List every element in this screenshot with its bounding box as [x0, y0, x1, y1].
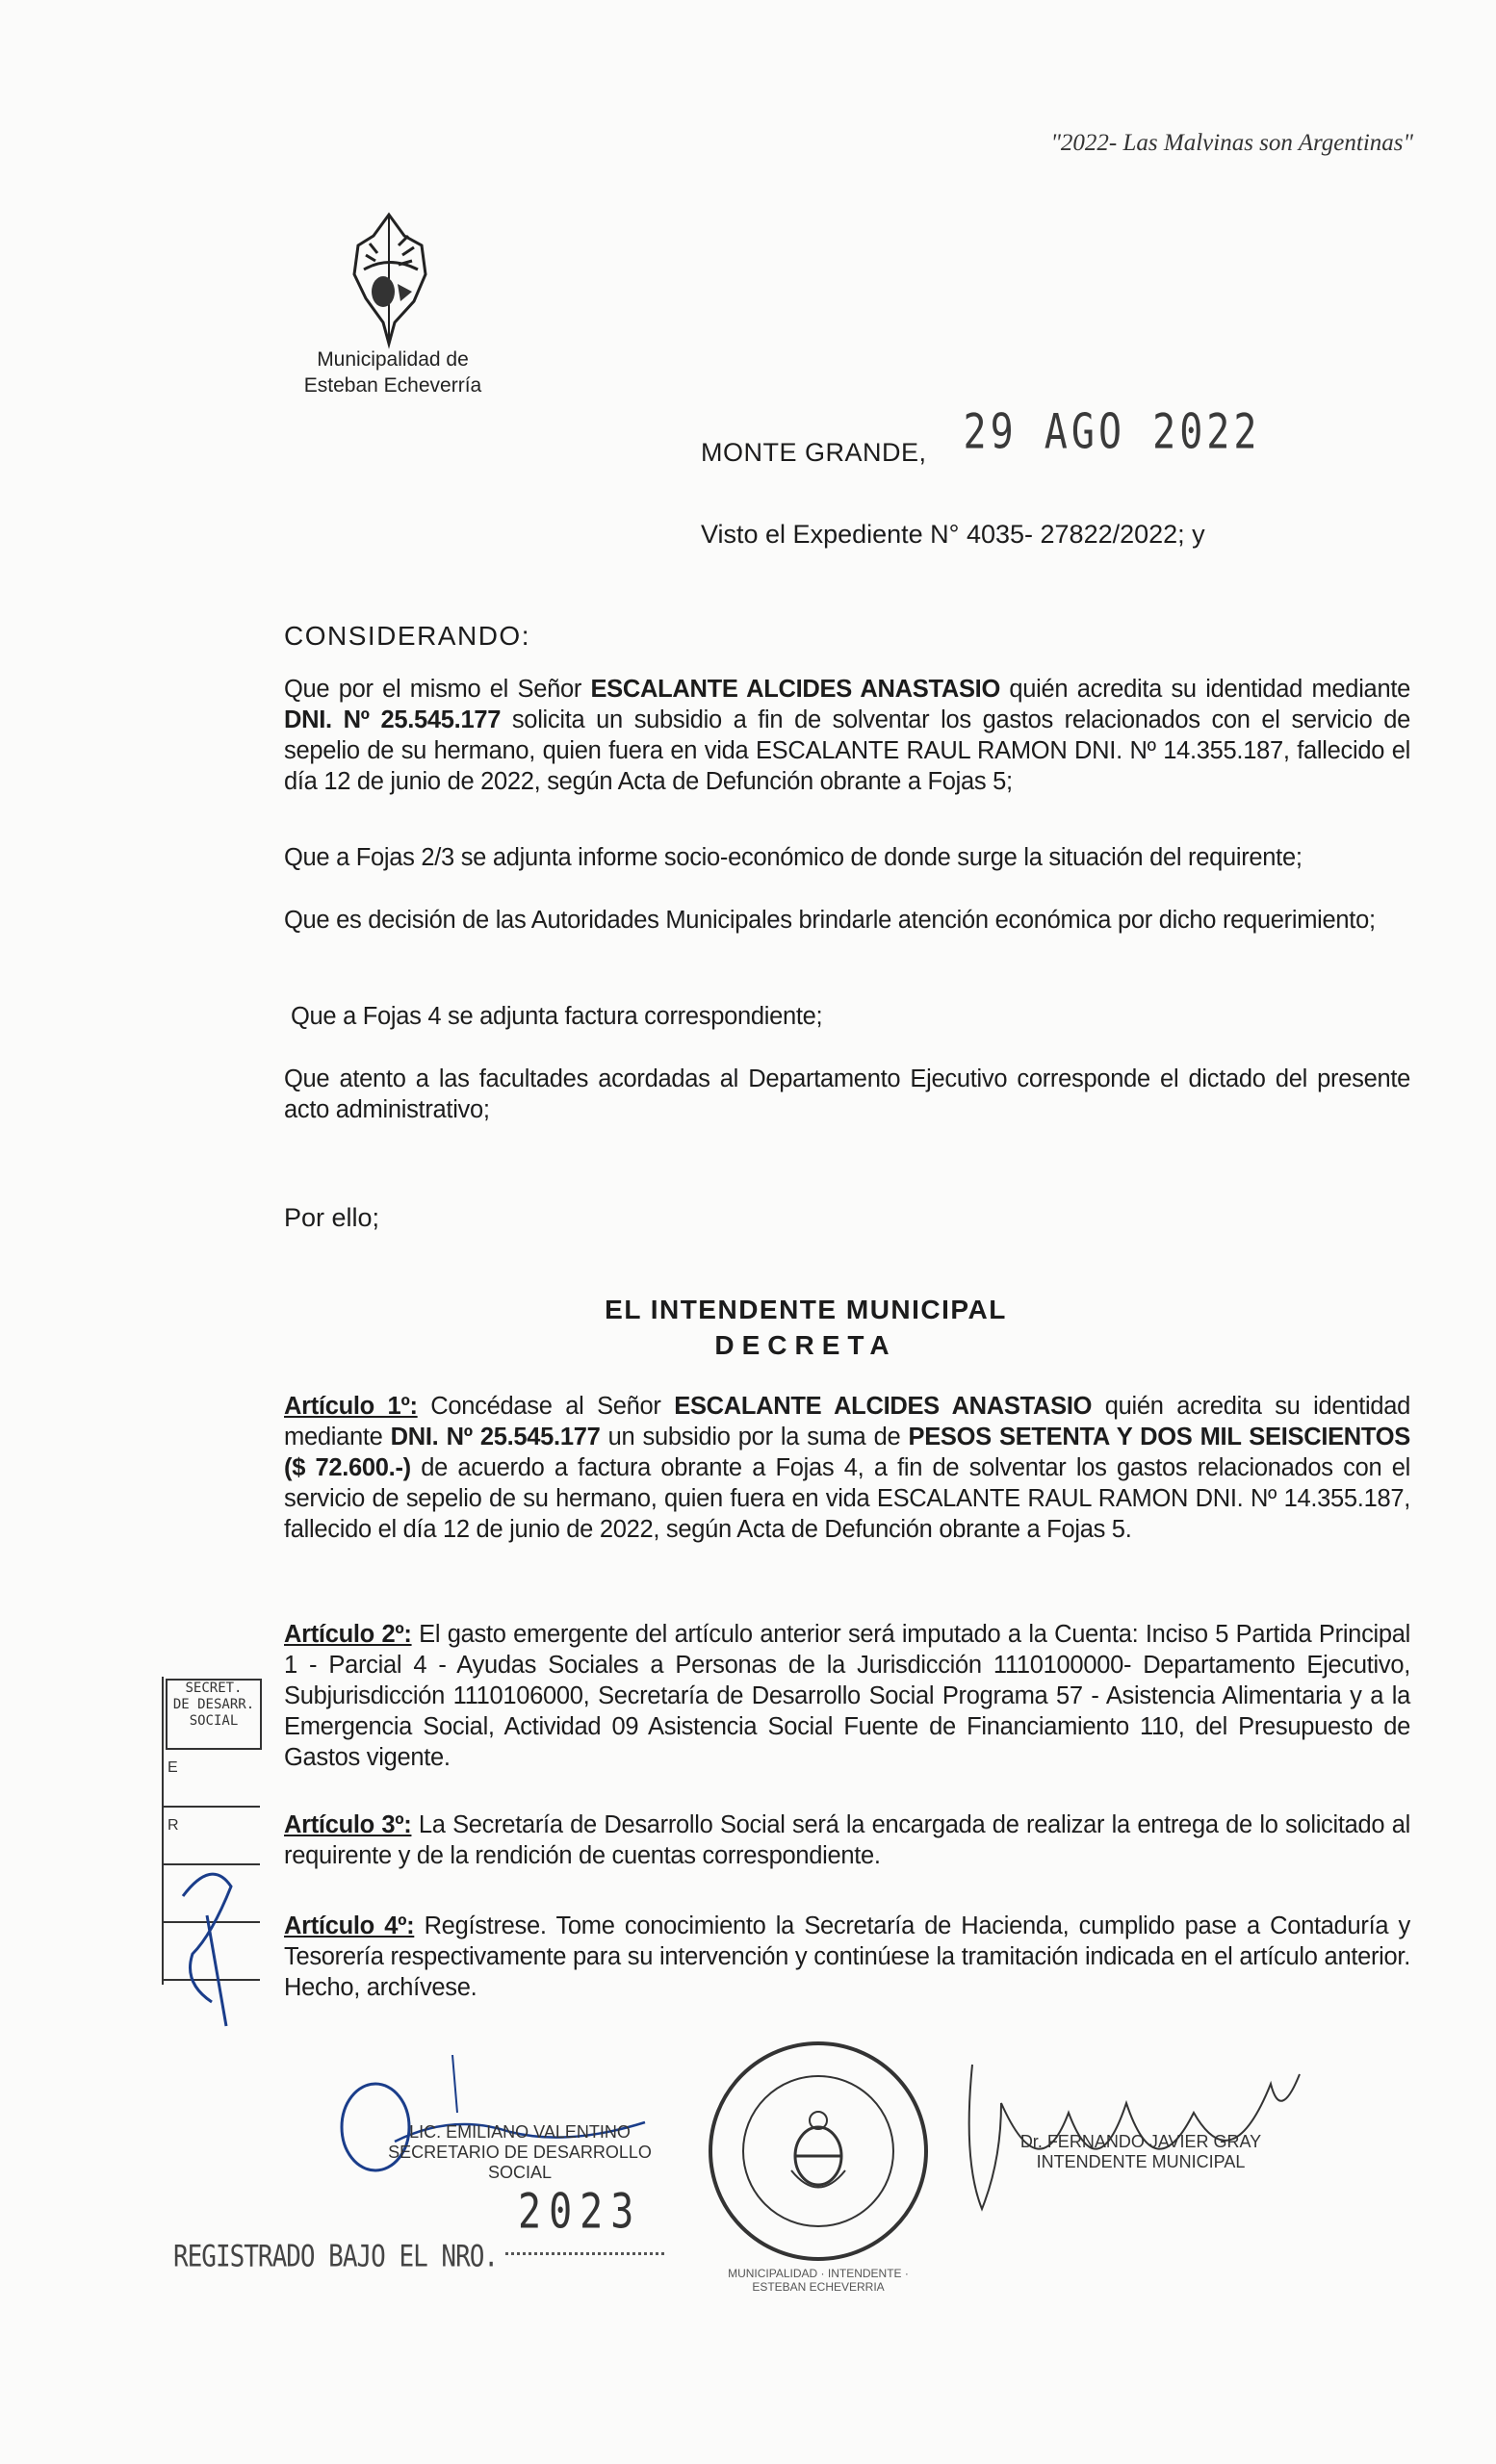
text-run: Que por el mismo el Señor	[284, 676, 591, 703]
article-2	[284, 1619, 1410, 1773]
registration-dotted-line	[505, 2252, 664, 2255]
article-4	[284, 1911, 1410, 2003]
considerando-paragraph-5: Que atento a las facultades acordadas al Departamento Ejecutivo corresponde el dictado del presente acto administrativo;	[284, 1065, 1410, 1123]
motto-text: "2022- Las Malvinas son Argentinas"	[1050, 130, 1413, 156]
signature-line: Dr. FERNANDO JAVIER GRAY	[1019, 2132, 1262, 2151]
text-run: Regístrese. Tome conocimiento la Secretaría de Hacienda, cumplido pase a Contaduría y Tesorería respectivamente para su intervención y continúese la tramitación indicada en el artículo anterior. Hecho, archívese.	[284, 1912, 1410, 2001]
text-run: un subsidio por la suma de	[600, 1424, 909, 1450]
signature-line: LIC. EMILIANO VALENTINO	[409, 2122, 631, 2142]
article-2-label: Artículo 2º:	[284, 1621, 412, 1648]
text-run: solicita un subsidio a fin de solventar los gastos relacionados con el servicio de sepelio de su hermano, quien fuera en vida ESCALANTE RAUL RAMON DNI. Nº 14.355.187, fallecido el día 12 de junio de 2022, según Acta de Defunción obrante a Fojas 5;	[284, 706, 1411, 795]
municipality-name-line1: Municipalidad de	[317, 348, 469, 371]
text-run: La Secretaría de Desarrollo Social será la encargada de realizar la entrega de lo solicitado al requirente y de la rendición de cuentas correspondiente.	[284, 1811, 1410, 1869]
municipality-name-line2: Esteban Echeverría	[303, 374, 482, 397]
decree-heading-intendente: EL INTENDENTE MUNICIPAL	[605, 1295, 1007, 1324]
requester-dni: DNI. Nº 25.545.177	[284, 706, 502, 733]
place-label: MONTE GRANDE,	[701, 438, 927, 467]
secretary-signature-block	[380, 2122, 659, 2183]
mayor-signature-block	[1006, 2132, 1276, 2172]
considerando-heading: CONSIDERANDO:	[284, 621, 530, 651]
article-4-label: Artículo 4º:	[284, 1912, 415, 1939]
signature-line: SOCIAL	[487, 2163, 553, 2182]
routing-stamp-header	[166, 1679, 262, 1750]
stamp-row: E	[164, 1750, 260, 1808]
registration-number: 2023	[518, 2184, 642, 2240]
decree-heading-decreta: DECRETA	[714, 1330, 897, 1360]
place-date-line	[701, 404, 1261, 468]
text-run: de acuerdo a factura obrante a Fojas 4, a fin de solventar los gastos relacionados con el servicio de sepelio de su hermano, quien fuera en vida ESCALANTE RAUL RAMON DNI. Nº 14.355.187, fallecido el día 12 de junio de 2022, según Acta de Defunción obrante a Fojas 5.	[284, 1454, 1410, 1543]
stamp-row: R	[164, 1808, 260, 1865]
signature-line: SECRETARIO DE DESARROLLO	[388, 2143, 652, 2162]
requester-name: ESCALANTE ALCIDES ANASTASIO	[590, 676, 1000, 703]
date-stamp: 29 AGO 2022	[963, 404, 1261, 460]
article-1	[284, 1391, 1410, 1545]
considerando-paragraph-1	[284, 674, 1410, 797]
beneficiary-name: ESCALANTE ALCIDES ANASTASIO	[674, 1393, 1093, 1420]
text-run: quién acredita su identidad mediante	[284, 1393, 1410, 1450]
stamp-line: SECRET.	[185, 1681, 243, 1696]
text-run: El gasto emergente del artículo anterior será imputado a la Cuenta: Inciso 5 Partida Principal 1 - Parcial 4 - Ayudas Sociales a Personas de la Jurisdicción 1110100000- Departamento Ejecutivo, Subjurisdicción 1110106000, Secretaría de Desarrollo Social Programa 57 - Asistencia Alimentaria y a la Emergencia Social, Actividad 09 Asistencia Social Fuente de Financiamiento 110, del Presupuesto de Gastos vigente.	[284, 1621, 1411, 1771]
stamp-line: SOCIAL	[189, 1713, 239, 1729]
beneficiary-dni: DNI. Nº 25.545.177	[390, 1424, 601, 1450]
text-run: quién acredita su identidad mediante	[999, 676, 1410, 703]
municipality-coat-of-arms-icon	[345, 207, 433, 351]
considerando-paragraph-2: Que a Fojas 2/3 se adjunta informe socio-económico de donde surge la situación del requirente;	[284, 844, 1303, 871]
municipality-name	[287, 346, 499, 398]
text-run: Concédase al Señor	[417, 1393, 675, 1420]
por-ello-line: Por ello;	[284, 1203, 380, 1232]
article-1-label: Artículo 1º:	[284, 1393, 418, 1420]
considerando-paragraph-3: Que es decisión de las Autoridades Municipales brindarle atención económica por dicho requerimiento;	[284, 907, 1376, 934]
stamp-line: DE DESARR.	[172, 1697, 255, 1712]
subsidy-amount: PESOS SETENTA Y DOS MIL SEISCIENTOS ($ 72.600.-)	[284, 1424, 1410, 1481]
visto-line: Visto el Expediente N° 4035- 27822/2022; y	[701, 520, 1205, 549]
considerando-paragraph-4: Que a Fojas 4 se adjunta factura correspondiente;	[291, 1003, 823, 1030]
handwritten-initial-icon	[154, 1858, 279, 2031]
seal-caption: MUNICIPALIDAD · INTENDENTE · ESTEBAN ECHEVERRIA	[728, 2267, 909, 2294]
article-3-label: Artículo 3º:	[284, 1811, 412, 1838]
article-3	[284, 1810, 1410, 1871]
registration-label: REGISTRADO BAJO EL NRO.	[173, 2240, 499, 2274]
signature-line: INTENDENTE MUNICIPAL	[1036, 2152, 1246, 2171]
municipal-seal-icon	[703, 2036, 934, 2267]
